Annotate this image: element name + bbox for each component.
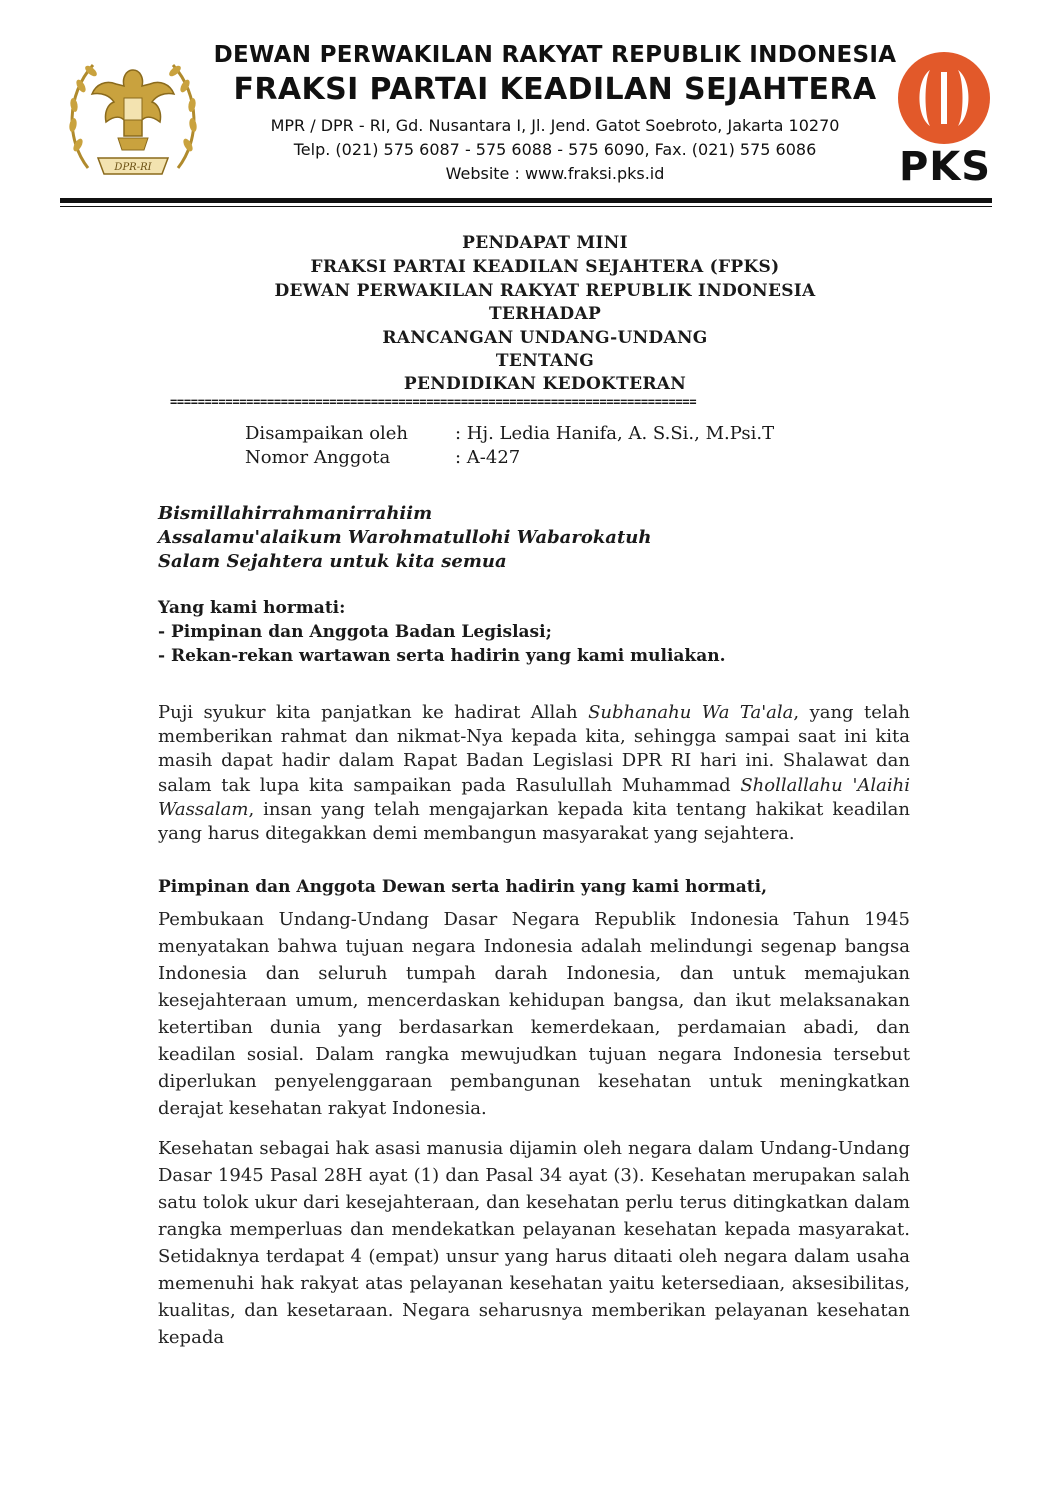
dpr-emblem-icon [58, 40, 208, 190]
salutation-sejahtera: Salam Sejahtera untuk kita semua [158, 551, 507, 572]
faction-title: FRAKSI PARTAI KEADILAN SEJAHTERA [233, 72, 877, 107]
greeting-item-2: - Rekan-rekan wartawan serta hadirin yang kami muliakan. [158, 646, 726, 666]
paragraph-opening-part-3: , insan yang telah mengajarkan kepada kita tentang hakikat keadilan yang harus ditegakkan demi membangun masyarakat yang sejahtera. [158, 798, 910, 845]
crescent-icon [898, 52, 990, 144]
salutation-salam: Assalamu'alaikum Warohmatullohi Wabarokatuh [158, 527, 652, 548]
paragraph-opening-part-2: , yang telah memberikan rahmat dan nikmat-Nya kepada kita, sehingga sampai saat ini kita masih dapat hadir dalam Rapat Badan Legislasi DPR RI hari ini. Shalawat dan salam tak lupa kita sampaikan pada Rasulullah Muhammad [158, 702, 910, 796]
website-line: Website : www.fraksi.pks.id [445, 164, 665, 183]
doc-title-line-7: PENDIDIKAN KEDOKTERAN [403, 374, 687, 394]
doc-title-line-3: DEWAN PERWAKILAN RAKYAT REPUBLIK INDONESIA [274, 281, 816, 301]
member-number-value: : A-427 [455, 447, 521, 468]
section-subheading: Pimpinan dan Anggota Dewan serta hadirin yang kami hormati, [158, 877, 767, 897]
doc-title-line-4: TERHADAP [488, 304, 602, 324]
doc-title-line-5: RANCANGAN UNDANG-UNDANG [382, 328, 708, 348]
paragraph-health-rights: Kesehatan sebagai hak asasi manusia dijamin oleh negara dalam Undang-Undang Dasar 1945 Pasal 28H ayat (1) dan Pasal 34 ayat (3). Kesehatan merupakan salah satu tolok ukur dari kesejahteraan, dan kesehatan perlu terus ditingkatkan dalam rangka memperluas dan mendekatkan pelayanan kesehatan kepada masyarakat. Setidaknya terdapat 4 (empat) unsur yang harus ditaati oleh negara dalam usaha memenuhi hak rakyat atas pelayanan kesehatan yaitu ketersediaan, aksesibilitas, kualitas, dan kesetaraan. Negara seharusnya memberikan pelayanan kesehatan kepada [158, 1138, 910, 1348]
greeting-item-1: - Pimpinan dan Anggota Badan Legislasi; [158, 622, 552, 642]
presenter-label: Disampaikan oleh [245, 423, 409, 444]
emblem-caption: DPR-RI [114, 162, 152, 173]
paragraph-constitution: Pembukaan Undang-Undang Dasar Negara Republik Indonesia Tahun 1945 menyatakan bahwa tujuan negara Indonesia adalah melindungi segenap bangsa Indonesia dan seluruh tumpah darah Indonesia, dan untuk memajukan kesejahteraan umum, mencerdaskan kehidupan bangsa, dan ikut melaksanakan ketertiban dunia yang berdasarkan kemerdekaan, perdamaian abadi, dan keadilan sosial. Dalam rangka mewujudkan tujuan negara Indonesia tersebut diperlukan penyelenggaraan pembangunan kesehatan untuk meningkatkan derajat kesehatan rakyat Indonesia. [158, 909, 910, 1119]
pks-logo-icon [898, 52, 990, 144]
phone-line: Telp. (021) 575 6087 - 575 6088 - 575 6090, Fax. (021) 575 6086 [293, 140, 817, 159]
parliament-title: DEWAN PERWAKILAN RAKYAT REPUBLIK INDONESIA [213, 42, 897, 68]
paragraph-opening-part-1: Puji syukur kita panjatkan ke hadirat Allah [158, 702, 589, 723]
doc-title-line-2: FRAKSI PARTAI KEADILAN SEJAHTERA (FPKS) [310, 257, 780, 277]
paragraph-opening [158, 701, 910, 846]
doc-title-line-6: TENTANG [495, 351, 595, 371]
member-number-label: Nomor Anggota [245, 447, 391, 468]
paragraph-opening-italic-1: Subhanahu Wa Ta'ala [588, 702, 794, 723]
doc-title-line-1: PENDAPAT MINI [462, 233, 628, 253]
letterhead-divider-thin [60, 206, 992, 207]
pks-logo [892, 52, 1002, 192]
address-line: MPR / DPR - RI, Gd. Nusantara I, Jl. Jend. Gatot Soebroto, Jakarta 10270 [270, 116, 840, 135]
letterhead-divider-thick [60, 198, 992, 203]
pks-logo-text: PKS [898, 144, 992, 190]
greeting-intro: Yang kami hormati: [158, 598, 346, 618]
salutation-basmalah: Bismillahirrahmanirrahiim [158, 503, 433, 524]
presenter-value: : Hj. Ledia Hanifa, A. S.Si., M.Psi.T [455, 423, 775, 444]
paragraph-opening-italic-2: Shollallahu 'Alaihi Wassalam [158, 774, 910, 820]
title-separator: ============================================================================ [170, 395, 697, 409]
